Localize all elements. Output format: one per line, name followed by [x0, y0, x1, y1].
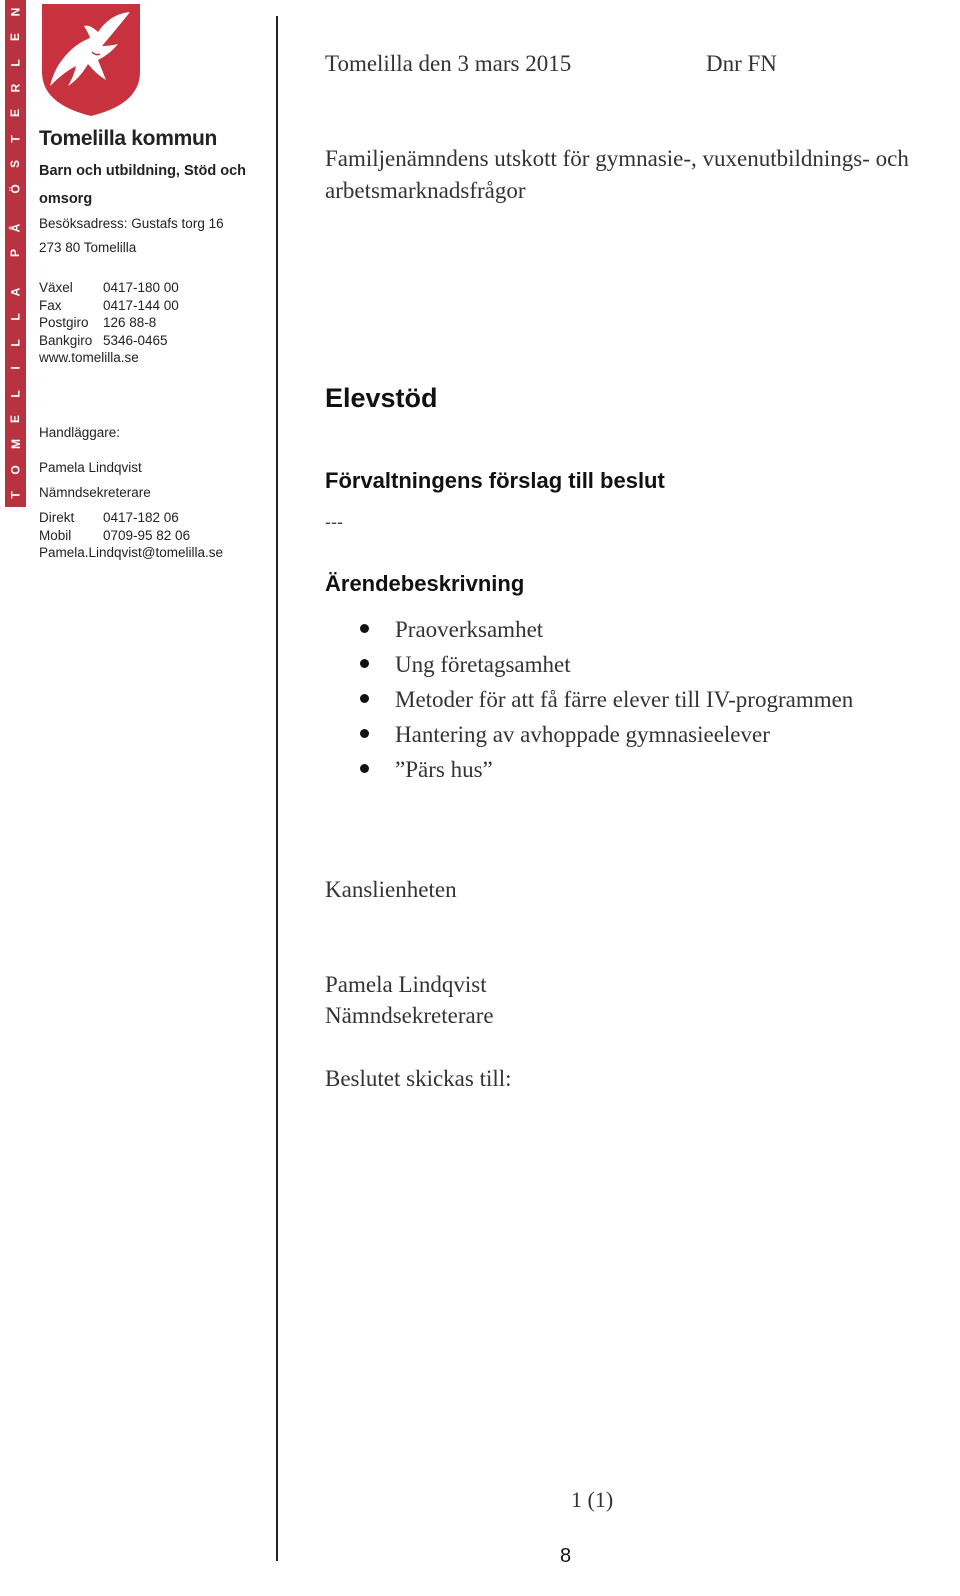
postal-address: 273 80 Tomelilla [39, 240, 137, 255]
list-item [360, 612, 853, 647]
banner-letter: L [8, 389, 23, 398]
handler-name: Pamela Lindqvist [39, 460, 142, 475]
list-item-text: Hantering av avhoppade gymnasieelever [395, 722, 770, 747]
banner-letter: O [8, 464, 23, 475]
contact-label: Mobil [39, 527, 72, 543]
contact-value: 5346-0465 [103, 332, 168, 348]
handler-label: Handläggare: [39, 425, 121, 440]
list-item [360, 682, 853, 717]
bullet-icon [360, 659, 369, 668]
bullet-icon [360, 624, 369, 633]
handler-title: Nämndsekreterare [39, 485, 151, 500]
contact-value: 0417-180 00 [103, 280, 179, 295]
org-name: Tomelilla kommun [39, 127, 218, 150]
banner-letter: E [8, 414, 23, 423]
committee-name: Familjenämndens utskott för gymnasie-, vuxenutbildnings- och arbetsmarknadsfrågor [325, 146, 909, 203]
banner-letter: N [8, 7, 23, 17]
contact-row [39, 297, 179, 315]
list-item [360, 647, 853, 682]
signer-name: Pamela Lindqvist [325, 972, 487, 997]
document-title: Elevstöd [325, 383, 438, 413]
banner-letter: M [8, 439, 23, 450]
list-item-text: Metoder för att få färre elever till IV-programmen [395, 687, 854, 712]
contact-label: Växel [39, 280, 73, 295]
list-item [360, 717, 853, 752]
contact-row [39, 314, 179, 332]
handler-contact-list [39, 509, 223, 562]
coat-of-arms-icon [40, 2, 142, 118]
diary-number: Dnr FN [706, 51, 777, 76]
signer-title: Nämndsekreterare [325, 1003, 494, 1028]
department: Barn och utbildning, Stöd och omsorg [39, 163, 247, 207]
list-item [360, 752, 853, 787]
banner-letter: E [8, 109, 23, 118]
banner-letter: L [8, 59, 23, 67]
visit-address-block [39, 212, 224, 260]
list-item-text: Praoverksamhet [395, 617, 544, 642]
contact-list [39, 279, 179, 367]
banner-letter: Ö [8, 184, 23, 195]
contact-label: Direkt [39, 510, 75, 525]
banner-letter: A [8, 287, 23, 297]
banner-letter: L [8, 339, 23, 347]
contact-value: 0417-144 00 [103, 297, 179, 313]
page-counter: 8 [560, 1545, 572, 1567]
description-heading: Ärendebeskrivning [325, 571, 525, 596]
page-number: 1 (1) [571, 1487, 614, 1512]
bullet-icon [360, 764, 369, 773]
banner-letter: Å [8, 223, 23, 233]
list-item-text: ”Pärs hus” [395, 757, 493, 782]
visit-address: Besöksadress: Gustafs torg 16 [39, 216, 224, 231]
banner-letter: L [8, 313, 23, 322]
banner-letter: R [8, 83, 23, 93]
proposal-value: --- [325, 512, 343, 532]
contact-label: Bankgiro [39, 332, 93, 348]
contact-value: 126 88-8 [103, 315, 157, 330]
description-list [360, 612, 853, 787]
contact-value: 0709-95 82 06 [103, 527, 191, 543]
email-link[interactable]: Pamela.Lindqvist@tomelilla.se [39, 545, 224, 560]
letter-date: Tomelilla den 3 mars 2015 [325, 51, 572, 76]
contact-value: 0417-182 06 [103, 510, 179, 525]
banner-letter: P [8, 249, 23, 258]
contact-label: Fax [39, 297, 62, 313]
bullet-icon [360, 729, 369, 738]
bullet-icon [360, 694, 369, 703]
banner-letter: S [8, 160, 23, 169]
column-divider [276, 16, 278, 1561]
contact-row [39, 509, 223, 527]
contact-row [39, 527, 223, 545]
contact-row [39, 279, 179, 297]
banner-letter: T [8, 491, 23, 499]
list-item-text: Ung företagsamhet [395, 652, 571, 677]
contact-row [39, 332, 179, 350]
banner-letter: T [8, 135, 23, 143]
office-name: Kanslienheten [325, 877, 457, 902]
proposal-heading: Förvaltningens förslag till beslut [325, 468, 665, 493]
contact-label: Postgiro [39, 315, 89, 330]
banner-letter: E [8, 33, 23, 42]
banner-letter: I [8, 366, 23, 370]
send-to-label: Beslutet skickas till: [325, 1066, 512, 1091]
website-link[interactable]: www.tomelilla.se [39, 350, 139, 365]
side-banner [5, 0, 26, 507]
